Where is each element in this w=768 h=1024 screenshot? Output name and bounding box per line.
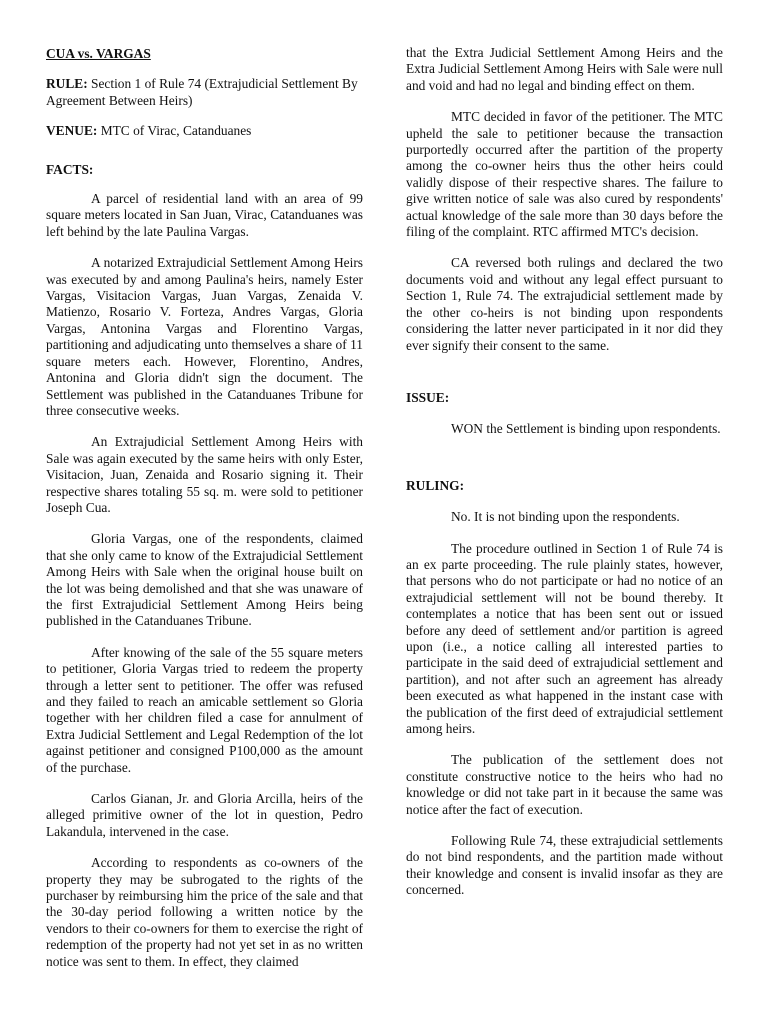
- facts-paragraph: Gloria Vargas, one of the respondents, claimed that she only came to know of the Extrajudicial Settlement Among Heirs with Sale when the original house built on the lot was being demolished and that she was unaware of the first Extrajudicial Settlement Among Heirs being published in the Catanduanes Tribune.: [46, 531, 363, 629]
- rule-text: Section 1 of Rule 74 (Extrajudicial Settlement By Agreement Between Heirs): [46, 76, 358, 108]
- issue-paragraph: WON the Settlement is binding upon respondents.: [451, 421, 721, 437]
- right-column: [406, 45, 723, 899]
- facts-paragraph: MTC decided in favor of the petitioner. The MTC upheld the sale to petitioner because the transaction purportedly occurred after the partition of the property among the co-owner heirs thus the other heirs could validly dispose of their respective shares. The failure to give written notice of sale was also cured by respondents' actual knowledge of the sale more than 30 days before the filing of the complaint. RTC affirmed MTC's decision.: [406, 109, 723, 240]
- venue-line: [46, 123, 363, 139]
- facts-heading: FACTS:: [46, 161, 94, 177]
- ruling-paragraph: Following Rule 74, these extrajudicial settlements do not bind respondents, and the partition made without their knowledge and consent is invalid insofar as they are concerned.: [406, 833, 723, 898]
- case-title: CUA vs. VARGAS: [46, 46, 151, 61]
- facts-paragraph: After knowing of the sale of the 55 square meters to petitioner, Gloria Vargas tried to redeem the property through a letter sent to petitioner. The offer was refused and they failed to reach an amicable settlement so Gloria together with her children filed a case for annulment of Extra Judicial Settlement and Legal Redemption of the lot against petitioner and consigned P100,000 as the amount of the purchase.: [46, 644, 363, 775]
- venue-label: VENUE:: [46, 123, 98, 139]
- ruling-paragraph: The procedure outlined in Section 1 of Rule 74 is an ex parte proceeding. The rule plainly states, however, that persons who do not participate or had no notice of an extrajudicial settlement will not be bound thereby. It contemplates a notice that has been sent out or issued before any deed of settlement and/or partition is agreed upon (i.e., a notice calling all interested parties to participate in the said deed of extrajudicial settlement and partition), and not after such an agreement has already been executed as what happened in the instant case with the publication of the first deed of extrajudicial settlement among heirs.: [406, 540, 723, 736]
- facts-paragraph: According to respondents as co-owners of the property they may be subrogated to the rights of the purchaser by reimbursing him the price of the sale and that the 30-day period following a written notice by the vendors to their co-owners for them to exercise the right of redemption of the property had not yet set in as no written notice was sent to them. In effect, they claimed: [46, 855, 363, 969]
- ruling-paragraph: The publication of the settlement does not constitute constructive notice to the heirs who had no knowledge or did not take part in it because the same was notice after the fact of execution.: [406, 752, 723, 817]
- facts-paragraph: A notarized Extrajudicial Settlement Among Heirs was executed by and among Paulina's heirs, namely Ester Vargas, Visitacion Vargas, Juan Vargas, Zenaida V. Matienzo, Rosario V. Forteza, Andres Vargas, Gloria Vargas, Antonina Vargas and Florentino Vargas, partitioning and adjudicating unto themselves a share of 11 square meters each. However, Florentino, Andres, Antonina and Gloria didn't sign the document. The Settlement was published in the Catanduanes Tribune for three consecutive weeks.: [46, 255, 363, 418]
- facts-paragraph: CA reversed both rulings and declared the two documents void and without any legal effect pursuant to Section 1, Rule 74. The extrajudicial settlement made by the other co-heirs is not binding upon respondents considering the latter never participated in it nor did they ever signify their consent to the same.: [406, 255, 723, 353]
- facts-paragraph: Carlos Gianan, Jr. and Gloria Arcilla, heirs of the alleged primitive owner of the lot in question, Pedro Lakandula, intervened in the case.: [46, 791, 363, 839]
- issue-heading: ISSUE:: [406, 389, 450, 405]
- ruling-heading: RULING:: [406, 477, 465, 493]
- left-column: [46, 46, 363, 970]
- ruling-paragraph: No. It is not binding upon the respondents.: [451, 509, 680, 525]
- rule-label: RULE:: [46, 76, 88, 92]
- facts-paragraph: A parcel of residential land with an area of 99 square meters located in San Juan, Virac, Catanduanes was left behind by the late Paulina Vargas.: [46, 191, 363, 239]
- facts-continued-paragraph: that the Extra Judicial Settlement Among Heirs and the Extra Judicial Settlement Among Heirs with Sale were null and void and had no legal and binding effect on them.: [406, 45, 723, 93]
- facts-paragraph: An Extrajudicial Settlement Among Heirs with Sale was again executed by the same heirs with only Ester, Visitacion, Juan, Zenaida and Rosario signing it. Their respective shares totaling 55 sq. m. were sold to petitioner Joseph Cua.: [46, 434, 363, 515]
- venue-text: MTC of Virac, Catanduanes: [100, 123, 252, 139]
- rule-line: [46, 76, 363, 109]
